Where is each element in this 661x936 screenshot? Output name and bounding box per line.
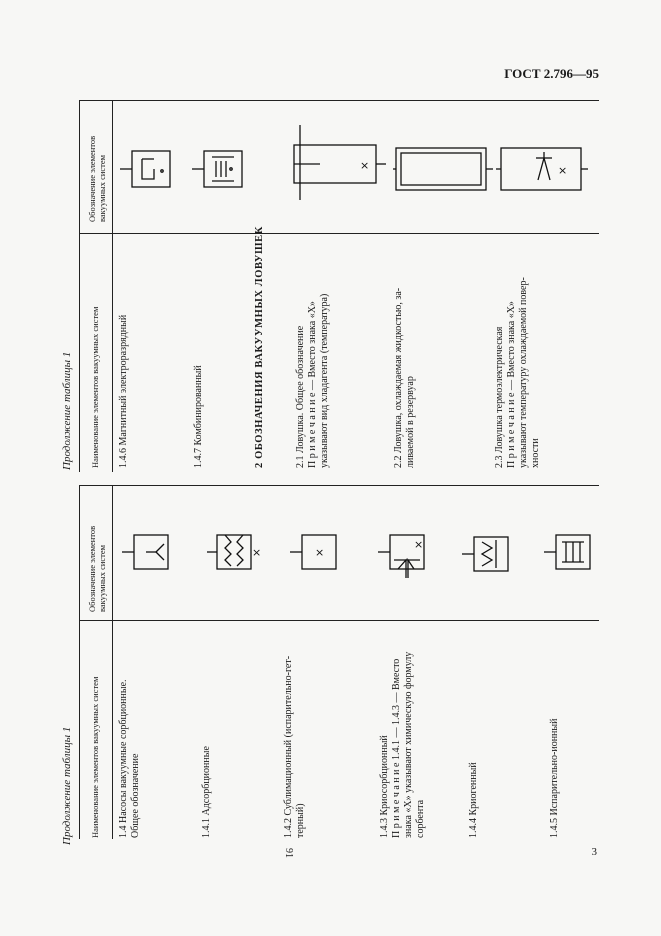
row-2-3-note: П р и м е ч а н и е — Вместо знака «Х» [506,301,517,468]
combined-pump-icon [192,145,252,195]
side-page-number: 91 [283,848,294,858]
row-1-4-7: 1.4.7 Комбинированный [193,365,204,468]
sorption-pump-icon [122,530,182,580]
svg-text:×: × [315,546,325,559]
standard-number: ГОСТ 2.796—95 [504,66,599,81]
left-col-symbol-header-2: вакуумных систем [97,544,107,612]
right-col-symbol-header-2: вакуумных систем [97,154,107,222]
right-col-symbol-header-1: Обозначение элементов [87,135,97,222]
page-number: 3 [591,846,597,858]
right-col-name-header: Наименование элементов вакуумных систем [90,306,100,468]
svg-text:×: × [252,546,262,559]
row-1-4-line1: 1.4 Насосы вакуумные сорбционные. [118,679,129,838]
row-1-4-1: 1.4.1 Адсорбционные [201,746,212,838]
left-table-caption: Продолжение таблицы 1 [61,726,73,845]
left-col-name-header: Наименование элементов вакуумных систем [90,676,100,838]
section-title: 2 ОБОЗНАЧЕНИЯ ВАКУУМНЫХ ЛОВУШЕК [254,226,265,468]
right-table-caption: Продолжение таблицы 1 [61,351,73,470]
row-1-4-2-line1: 1.4.2 Сублимационный (испарительно-гет- [283,655,294,838]
row-2-2-line2: ливаемой в резервуар [405,376,416,468]
row-2-3-line1: 2.3 Ловушка термоэлектрическая [494,326,505,468]
trap-thermoelectric-icon [496,128,606,208]
row-2-1-line3: указывают вид хладагента (температура) [319,293,330,468]
row-1-4-3-note: П р и м е ч а н и е 1.4.1 — 1.4.3 — Вместо [391,658,402,838]
row-1-4-6: 1.4.6 Магнитный электроразрядный [118,314,129,468]
trap-general-icon [290,125,400,205]
trap-liquid-cooled-icon [393,128,503,208]
svg-text:×: × [414,538,424,551]
cryosorption-pump-icon [378,530,438,590]
row-2-1-note: П р и м е ч а н и е — Вместо знака «Х» [307,301,318,468]
row-1-4-5: 1.4.5 Испарительно-ионный [549,718,560,838]
row-1-4-2-line2: терный) [295,803,306,838]
row-2-3-line4: хности [530,438,541,468]
row-2-3-line3: указывают температуру охлаждаемой повер- [518,277,529,468]
sublimation-pump-icon [290,530,350,580]
svg-text:×: × [558,164,568,177]
row-1-4-3-line1: 1.4.3 Криосорбционный [379,735,390,838]
left-col-symbol-header-1: Обозначение элементов [87,525,97,612]
svg-text:×: × [360,159,370,172]
adsorption-pump-icon [207,530,267,580]
evaporation-ion-pump-icon [544,530,604,580]
row-1-4-4: 1.4.4 Криогенный [468,762,479,838]
row-1-4-line2: Общее обозначение [130,753,141,838]
cryogenic-pump-icon [462,532,522,582]
row-1-4-3-line3: знака «Х» указывают химическую формулу [403,651,414,838]
magnetic-discharge-pump-icon [120,145,180,195]
row-2-1-line1: 2.1 Ловушка. Общее обозначение [295,325,306,468]
row-2-2-line1: 2.2 Ловушка, охлаждаемая жидкостью, за- [393,287,404,468]
row-1-4-3-line4: сорбента [415,799,426,838]
